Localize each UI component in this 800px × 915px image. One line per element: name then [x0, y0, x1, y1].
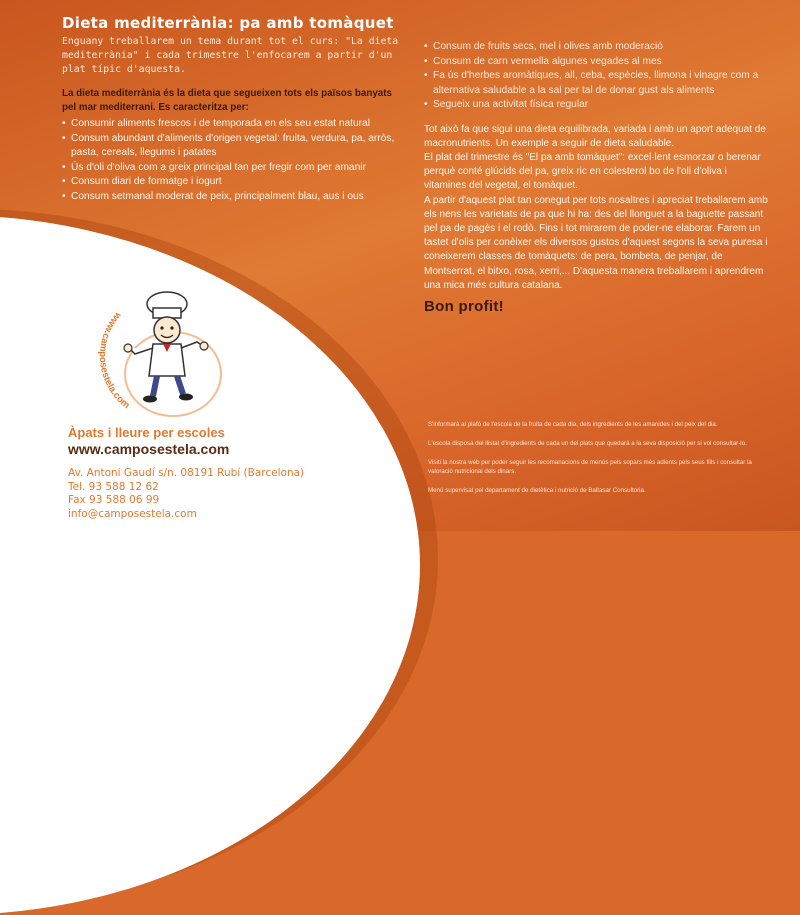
dish-of-trimester-paragraph: El plat del trimestre és "El pa amb tomàquet": excel·lent esmorzar o berenar perquè conté glúcids del pa, greix ric en colesterol bo de l'oli d'oliva i vitamines del vegetal, el tomàquet.: [424, 151, 761, 192]
email-link[interactable]: info@camposestela.com: [68, 507, 197, 520]
list-item: • Consum de carn vermella algunes vegades al mes: [424, 55, 769, 70]
company-tagline: Àpats i lleure per escoles: [68, 425, 225, 440]
contact-block: [68, 425, 408, 521]
list-item: • Ús d'oli d'oliva com a greix principal tan per fregir com per amanir: [62, 161, 407, 176]
list-item: • Segueix una activitat física regular: [424, 98, 769, 113]
closing-greeting: Bon profit!: [424, 297, 504, 315]
note-item: L'escola disposa del llistat d'ingredients de cada un del plats que quedarà a la seva disposició per si vol consultar-lo.: [428, 440, 747, 447]
list-item: • Consumir aliments frescos i de temporada en els seu estat natural: [62, 117, 407, 132]
fax-number: Fax 93 588 06 99: [68, 494, 160, 506]
list-item: • Consum setmanal moderat de peix, principalment blau, aus i ous: [62, 190, 407, 205]
page-title: Dieta mediterrània: pa amb tomàquet: [62, 14, 394, 32]
balanced-diet-paragraph: Tot això fa que sigui una dieta equilibrada, variada i amb un aport adequat de macronutrients. Un exemple a seguir de dieta saludable.: [424, 123, 766, 149]
right-column: [424, 40, 769, 315]
phone-number: Tel. 93 588 12 62: [68, 480, 159, 493]
diet-characteristics-list-continued: [424, 40, 769, 113]
bread-activities-paragraph: A partir d'aquest plat tan conegut per tots nosaltres i apreciat treballarem amb els nens les varietats de pa que hi ha: des del llonguet a la baguette passant pel pa de pagès i el rodò. Fins i tot mirarem de poder-ne elaborar. Farem un tastet d'olis per conèixer els diversos gustos d'aquest segons la seva puresa i coneixerem classes de tomàquets: de pera, bombeta, de penjar, de Montserrat, el bitxo, rosa, xerri,... D'aquesta manera treballarem i aprendrem una mica més cultura catalana.: [424, 194, 768, 291]
chef-mascot-logo: [95, 282, 235, 422]
note-item: S'informarà al plafó de l'escola de la fruita de cada dia, dels ingredients de les amanides i del peix del dia.: [428, 421, 718, 428]
address: Av. Antoni Gaudí s/n. 08191 Rubí (Barcelona): [68, 467, 305, 479]
website-link[interactable]: www.camposestela.com: [68, 441, 230, 457]
footnotes: [428, 420, 773, 505]
intro-text: Enguany treballarem un tema durant tot el curs: "La dieta mediterrània" i cada trimestre l'enfocarem a partir d'un plat típic d'aquesta.: [62, 36, 399, 75]
diet-characteristics-list: [62, 117, 407, 204]
note-item: Menú supervisat pel departament de dietètica i nutrició de Baltasar Consultoria.: [428, 487, 646, 494]
note-item: Visiti la nostra web per poder seguir les recomanacions de menús pels sopars més adients pels seus fills i consultar la valoració nutricional dels dinars.: [428, 459, 752, 475]
list-item: • Consum de fruits secs, mel i olives amb moderació: [424, 40, 769, 55]
left-column: [62, 14, 407, 204]
logo-arc-url: www.camposestela.com: [96, 309, 132, 412]
list-item: • Fa ús d'herbes aromàtiques, all, ceba, espècies, llimona i vinagre com a alternativa saludable a la sal per tal de donar gust als aliments: [424, 69, 769, 98]
diet-definition: La dieta mediterrània és la dieta que segueixen tots els països banyats pel mar mediterrani. Es caracteritza per:: [62, 88, 392, 113]
list-item: • Consum abundant d'aliments d'origen vegetal: fruita, verdura, pa, arròs, pasta, cereals, llegums i patates: [62, 132, 407, 161]
list-item: • Consum diari de formatge i iogurt: [62, 175, 407, 190]
